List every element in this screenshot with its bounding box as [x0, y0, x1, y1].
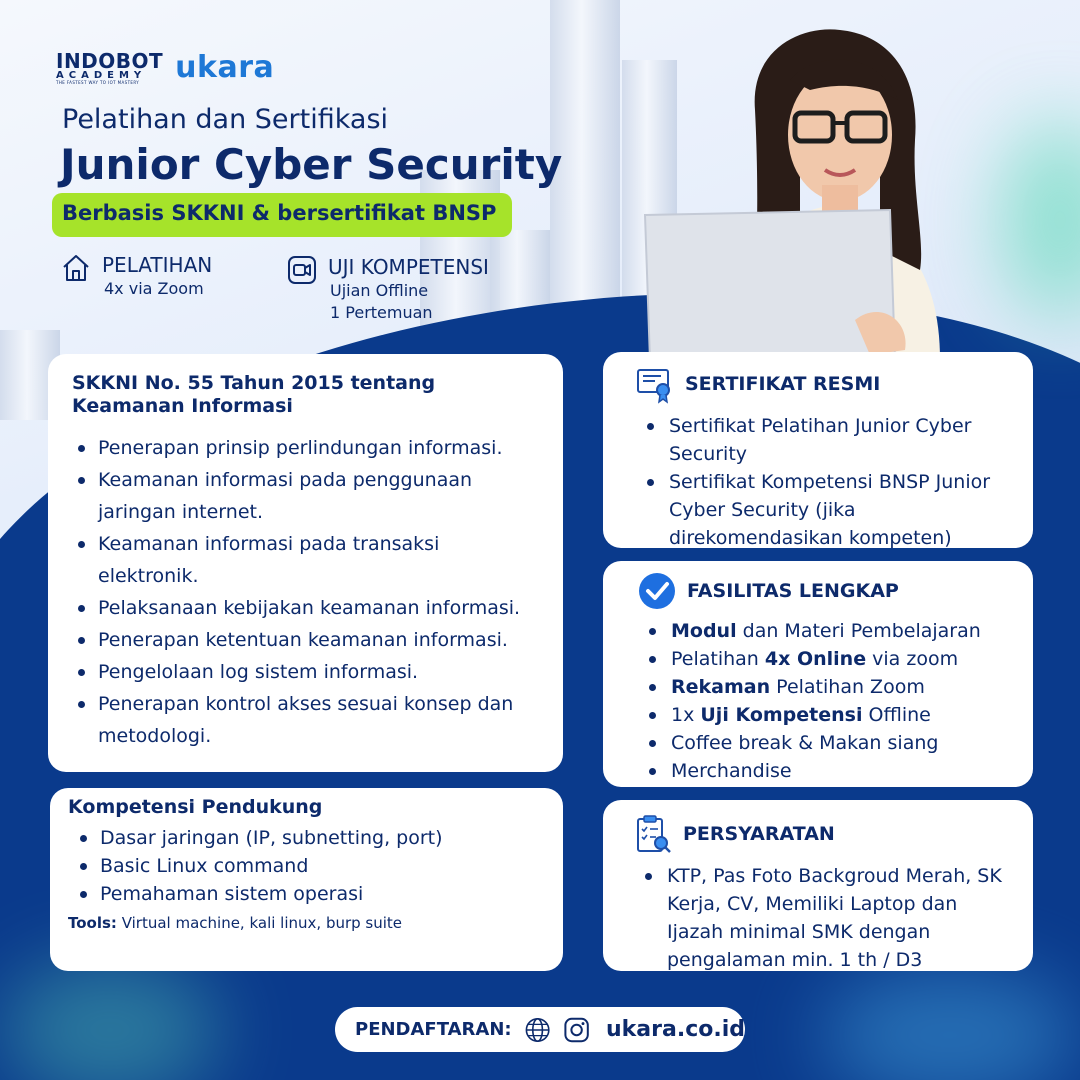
website-link[interactable]: ukara.co.id — [606, 1017, 745, 1042]
kompetensi-list — [68, 824, 545, 908]
page-title: Junior Cyber Security — [60, 140, 563, 189]
feature-detail: 1 Pertemuan — [330, 303, 433, 322]
skkni-heading — [72, 372, 541, 418]
feature-uji-kompetensi — [286, 254, 489, 324]
feature-pelatihan — [60, 252, 212, 300]
registration-label: PENDAFTARAN: — [355, 1019, 512, 1040]
list-item: Rekaman Pelatihan Zoom — [637, 673, 1017, 701]
clipboard-checklist-icon — [633, 814, 673, 854]
tagline-badge: Berbasis SKKNI & bersertifikat BNSP — [52, 193, 512, 237]
persyaratan-header — [633, 814, 1017, 854]
list-item: Dasar jaringan (IP, subnetting, port) — [68, 824, 545, 852]
list-item: KTP, Pas Foto Backgroud Merah, SK Kerja, CV, Memiliki Laptop dan Ijazah minimal SMK dengan pengalaman min. 1 th / D3 — [633, 862, 1017, 974]
tools-label: Tools: — [68, 914, 117, 932]
kompetensi-heading: Kompetensi Pendukung — [68, 796, 323, 818]
skkni-heading-line2: Keamanan Informasi — [72, 395, 293, 417]
skkni-heading-line1: SKKNI No. 55 Tahun 2015 tentang — [72, 372, 436, 394]
certificate-icon — [635, 364, 675, 404]
persyaratan-card — [603, 800, 1033, 971]
kompetensi-card — [50, 788, 563, 971]
list-item: Sertifikat Pelatihan Junior Cyber Security — [635, 412, 1017, 468]
instagram-icon[interactable] — [563, 1013, 590, 1047]
skkni-list — [72, 432, 541, 752]
persyaratan-heading: PERSYARATAN — [683, 823, 835, 845]
list-item: Pengelolaan log sistem informasi. — [72, 656, 541, 688]
list-item: Sertifikat Kompetensi BNSP Junior Cyber Security (jika direkomendasikan kompeten) — [635, 468, 1017, 552]
list-item: Penerapan kontrol akses sesuai konsep dan metodologi. — [72, 688, 541, 752]
indobot-academy-logo — [56, 48, 164, 85]
indobot-logo-text: INDOBOT — [56, 48, 164, 73]
feature-detail: 4x via Zoom — [104, 279, 204, 298]
sertifikat-header — [635, 364, 1017, 404]
skkni-card — [48, 354, 563, 772]
list-item: 1x Uji Kompetensi Offline — [637, 701, 1017, 729]
woman-with-laptop-illustration — [640, 20, 1020, 360]
persyaratan-list — [633, 862, 1017, 974]
fasilitas-heading: FASILITAS LENGKAP — [687, 580, 899, 602]
globe-icon[interactable] — [524, 1013, 551, 1047]
fasilitas-list — [637, 617, 1017, 785]
list-item: Merchandise — [637, 757, 1017, 785]
list-item: Keamanan informasi pada transaksi elektronik. — [72, 528, 541, 592]
home-icon — [60, 252, 92, 284]
sertifikat-card — [603, 352, 1033, 548]
feature-detail: Ujian Offline — [330, 281, 429, 300]
registration-pill — [331, 1003, 749, 1056]
indobot-tagline: THE FASTEST WAY TO IOT MASTERY — [56, 79, 140, 85]
logo-bar — [56, 50, 274, 85]
registration-pill-inner — [335, 1007, 745, 1052]
feature-title: PELATIHAN — [102, 253, 213, 277]
list-item: Pelaksanaan kebijakan keamanan informasi. — [72, 592, 541, 624]
tools-line — [68, 914, 545, 932]
page-subtitle: Pelatihan dan Sertifikasi — [62, 104, 389, 135]
sertifikat-list — [635, 412, 1017, 552]
list-item: Basic Linux command — [68, 852, 545, 880]
list-item: Coffee break & Makan siang — [637, 729, 1017, 757]
academy-logo-text: ACADEMY — [56, 69, 147, 81]
feature-title: UJI KOMPETENSI — [328, 255, 489, 279]
fasilitas-card — [603, 561, 1033, 787]
list-item: Penerapan prinsip perlindungan informasi. — [72, 432, 541, 464]
check-circle-icon — [637, 571, 677, 611]
list-item: Penerapan ketentuan keamanan informasi. — [72, 624, 541, 656]
list-item: Keamanan informasi pada penggunaan jaringan internet. — [72, 464, 541, 528]
tools-value: Virtual machine, kali linux, burp suite — [116, 914, 403, 932]
list-item: Modul dan Materi Pembelajaran — [637, 617, 1017, 645]
ukara-logo: ukara — [175, 50, 275, 85]
fasilitas-header — [637, 571, 1017, 611]
video-call-icon — [286, 254, 318, 286]
list-item: Pemahaman sistem operasi — [68, 880, 545, 908]
sertifikat-heading: SERTIFIKAT RESMI — [685, 373, 881, 395]
list-item: Pelatihan 4x Online via zoom — [637, 645, 1017, 673]
